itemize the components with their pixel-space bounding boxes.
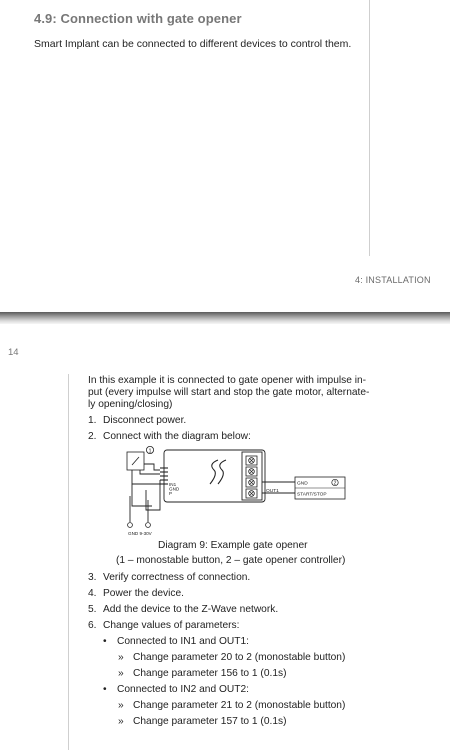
param-instruction: Change parameter 21 to 2 (monostable button) [133,700,346,711]
step-text: Add the device to the Z-Wave network. [103,604,279,615]
param-instruction: Change parameter 156 to 1 (0.1s) [133,668,287,679]
controller-label-gnd: GND [297,481,308,487]
step-number: 2. [88,431,97,442]
diagram-caption-detail: (1 – monostable button, 2 – gate opener controller) [116,555,346,566]
page-margin-line [369,0,370,256]
page-margin-line [68,374,69,750]
paragraph-line: In this example it is connected to gate opener with impulse in- [88,375,367,386]
intro-text: Smart Implant can be connected to different devices to control them. [34,38,352,50]
step-text: Connect with the diagram below: [103,431,251,442]
diagram-caption: Diagram 9: Example gate opener [158,540,308,551]
step-number: 6. [88,620,97,631]
param-group-label: Connected to IN1 and OUT1: [117,636,249,647]
controller-label-start-stop: START/STOP [297,492,327,498]
page-separator [0,312,450,324]
paragraph-line: put (every impulse will start and stop the gate motor, alternate- [88,387,370,398]
power-terminals [128,523,151,528]
section-title: 4.9: Connection with gate opener [34,11,242,26]
wiring-diagram [118,444,348,536]
sublist-marker: » [118,668,124,679]
step-text: Power the device. [103,588,184,599]
pin-label-in1: IN1 [169,482,177,487]
page-number: 14 [8,347,19,358]
step-number: 4. [88,588,97,599]
pin-label-p: P [169,491,173,496]
step-text: Verify correctness of connection. [103,572,251,583]
terminal-label-out1: OUT1 [266,489,279,494]
param-group-label: Connected to IN2 and OUT2: [117,684,249,695]
chapter-label: 4: INSTALLATION [355,275,431,285]
marker-2-label: 2 [333,480,337,487]
step-number: 1. [88,415,97,426]
param-instruction: Change parameter 157 to 1 (0.1s) [133,716,287,727]
step-number: 3. [88,572,97,583]
list-bullet: • [103,684,107,695]
sublist-marker: » [118,700,124,711]
param-instruction: Change parameter 20 to 2 (monostable button) [133,652,346,663]
paragraph-line: ly opening/closing) [88,399,173,410]
power-label: GND 9-30V [128,531,152,536]
step-text: Change values of parameters: [103,620,240,631]
sublist-marker: » [118,716,124,727]
pin-label-gnd: GND [169,486,180,492]
step-text: Disconnect power. [103,415,187,426]
marker-1-label: 1 [148,448,152,455]
step-number: 5. [88,604,97,615]
sublist-marker: » [118,652,124,663]
list-bullet: • [103,636,107,647]
